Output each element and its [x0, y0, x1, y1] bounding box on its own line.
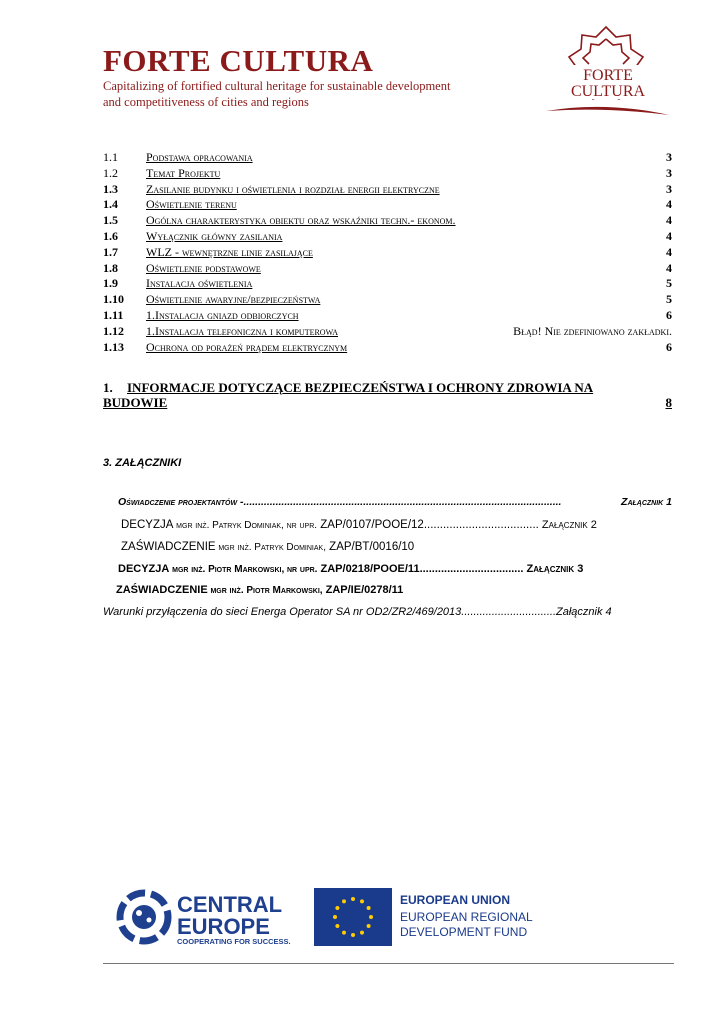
toc-row[interactable]: [103, 213, 672, 229]
toc-page: 5: [666, 276, 672, 291]
toc-page: 4: [666, 244, 672, 259]
toc-num: 1.9: [103, 276, 118, 291]
toc-row[interactable]: [103, 229, 672, 245]
toc-title[interactable]: Oświetlenie terenu: [146, 197, 237, 212]
toc-page: 4: [666, 260, 672, 275]
toc-num: 1.6: [103, 228, 118, 243]
toc-row[interactable]: [103, 340, 672, 356]
ce-text-central: CENTRAL: [177, 892, 283, 917]
attachment-4-main: DECYZJA: [118, 563, 170, 575]
toc-num: 1.7: [103, 244, 118, 259]
toc-row[interactable]: [103, 261, 672, 277]
attachment-4-person: mgr inż. Piotr Markowski, nr upr.: [169, 564, 318, 575]
toc-title[interactable]: Ogólna charakterystyka obiektu oraz wskaźniki techn.- ekonom.: [146, 213, 456, 228]
toc-error-text: Błąd! Nie zdefiniowano zakładki.: [513, 323, 672, 338]
attachment-3-person: mgr inż. Patryk Dominiak,: [215, 542, 326, 553]
toc-title[interactable]: Oświetlenie awaryjne/bezpieczeństwa: [146, 292, 321, 307]
toc-row[interactable]: [103, 150, 672, 166]
toc-num: 1.2: [103, 165, 118, 180]
toc-page: 3: [666, 165, 672, 180]
toc-row[interactable]: [103, 197, 672, 213]
attachment-1-ref: Załącznik 1: [621, 496, 672, 508]
attachment-3-number: ZAP/BT/0016/10: [325, 541, 415, 553]
attachment-2: [121, 519, 597, 531]
attachment-4: [118, 563, 583, 575]
attachment-5: [116, 584, 403, 596]
toc-num: 1.4: [103, 197, 118, 212]
ce-tagline: COOPERATING FOR SUCCESS.: [177, 937, 291, 946]
central-europe-logo: [115, 888, 300, 946]
toc-row[interactable]: [103, 292, 672, 308]
attachment-3: [121, 541, 414, 553]
toc-page: 4: [666, 213, 672, 228]
table-of-contents: [103, 150, 672, 355]
attachment-3-main: ZAŚWIADCZENIE: [121, 541, 216, 553]
eu-text-line3: DEVELOPMENT FUND: [400, 925, 528, 939]
toc-num: 1.1: [103, 150, 118, 164]
attachment-1: [118, 496, 672, 508]
toc-row[interactable]: [103, 166, 672, 182]
attachment-6: Warunki przyłączenia do sieci Energa Operator SA nr OD2/ZR2/469/2013...............................Załącznik 4: [103, 606, 612, 618]
toc-title[interactable]: 1.Instalacja telefoniczna i komputerowa: [146, 323, 339, 338]
footer-divider: [103, 963, 674, 964]
toc-page: 4: [666, 228, 672, 243]
toc-row[interactable]: [103, 276, 672, 292]
attachment-1-label: Oświadczenie projektantów -: [118, 496, 244, 508]
toc-num: 1.8: [103, 260, 118, 275]
brand-title: FORTE CULTURA: [103, 43, 374, 78]
section-3-heading: 3. ZAŁĄCZNIKI: [103, 457, 182, 469]
attachment-5-number: ZAP/IE/0278/11: [322, 584, 404, 596]
toc-page: 6: [666, 339, 672, 354]
section-1-page: 8: [665, 395, 672, 410]
toc-row[interactable]: [103, 245, 672, 261]
toc-row[interactable]: [103, 308, 672, 324]
attachment-1-dots: .............................................................................................................: [243, 496, 562, 508]
section-1-heading[interactable]: [103, 380, 672, 410]
toc-title[interactable]: Podstawa opracowania: [146, 150, 253, 164]
footer-logos: [103, 882, 674, 962]
section-1-number: 1.: [103, 380, 113, 395]
toc-page: 4: [666, 197, 672, 212]
ce-text-europe: EUROPE: [177, 914, 270, 939]
toc-page: 3: [666, 150, 672, 164]
logo-text-forte: FORTE: [583, 67, 633, 84]
logo-text-cultura: CULTURA: [570, 83, 646, 100]
attachment-5-main: ZAŚWIADCZENIE: [116, 584, 208, 596]
attachment-4-number: ZAP/0218/POOE/11..................................: [317, 563, 524, 575]
toc-page: 5: [666, 292, 672, 307]
attachment-2-person: mgr inż. Patryk Dominiak, nr upr.: [173, 520, 318, 531]
toc-num: 1.13: [103, 339, 124, 354]
section-1-title-line2: BUDOWIE: [103, 395, 168, 410]
toc-num: 1.3: [103, 181, 118, 196]
toc-title[interactable]: WLZ - wewnętrzne linie zasilające: [146, 244, 313, 259]
toc-title[interactable]: Oświetlenie podstawowe: [146, 260, 261, 275]
attachment-5-person: mgr inż. Piotr Markowski,: [207, 585, 323, 596]
tagline-line1: Capitalizing of fortified cultural heritage for sustainable development: [103, 79, 451, 93]
toc-title[interactable]: Temat Projektu: [146, 165, 221, 180]
toc-row[interactable]: [103, 324, 672, 340]
attachment-2-ref: Załącznik 2: [538, 519, 597, 531]
eu-logo: [314, 888, 533, 946]
eu-text-line1: EUROPEAN UNION: [400, 893, 511, 907]
toc-title[interactable]: Wyłącznik główny zasilania: [146, 228, 283, 243]
toc-title[interactable]: Zasilanie budynku i oświetlenia i rozdział energii elektryczne: [146, 181, 440, 196]
attachment-2-number: ZAP/0107/POOE/12....................................: [317, 519, 539, 531]
toc-title[interactable]: Ochrona od porażeń prądem elektrycznym: [146, 339, 348, 354]
toc-page: 6: [666, 307, 672, 322]
eu-text-line2: EUROPEAN REGIONAL: [400, 910, 533, 924]
toc-title[interactable]: 1.Instalacja gniazd odbiorczych: [146, 307, 299, 322]
attachment-4-ref: Załącznik 3: [523, 563, 584, 575]
document-header: [103, 44, 563, 110]
toc-num: 1.11: [103, 307, 124, 322]
toc-row[interactable]: [103, 182, 672, 198]
section-1-title-line1: INFORMACJE DOTYCZĄCE BEZPIECZEŃSTWA I OCHRONY ZDROWIA NA: [127, 380, 594, 395]
forte-cultura-logo: [541, 23, 671, 119]
toc-page: 3: [666, 181, 672, 196]
toc-num: 1.10: [103, 292, 124, 307]
tagline-line2: and competitiveness of cities and regions: [103, 95, 309, 109]
toc-num: 1.12: [103, 323, 124, 338]
toc-num: 1.5: [103, 213, 118, 228]
toc-title[interactable]: Instalacja oświetlenia: [146, 276, 253, 291]
attachment-2-main: DECYZJA: [121, 519, 174, 531]
